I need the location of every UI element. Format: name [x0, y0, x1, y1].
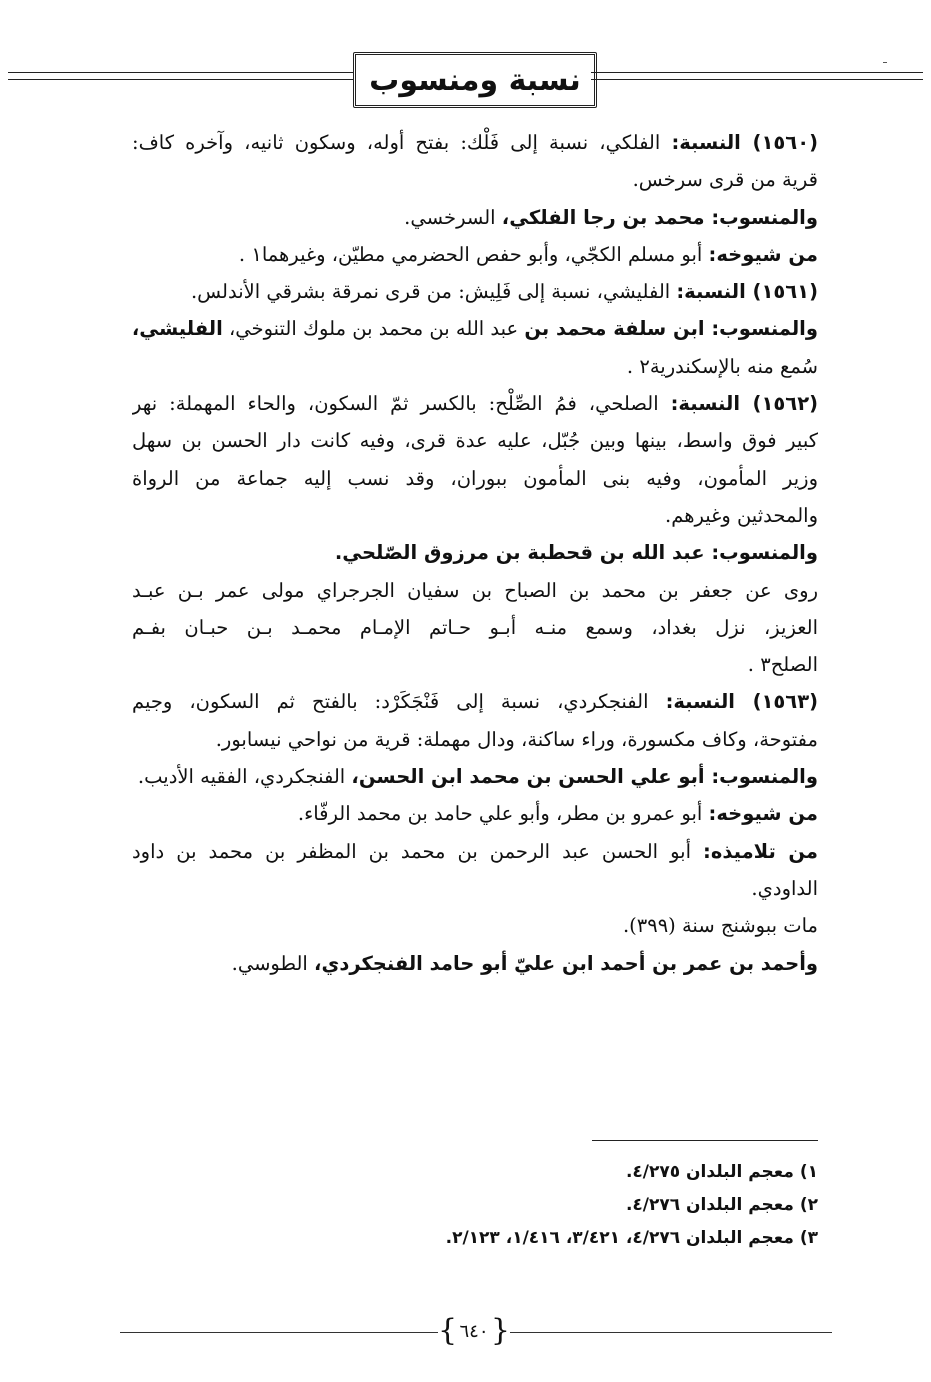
header-title-box: [353, 52, 597, 108]
footer-rule-right: [510, 1332, 832, 1333]
line-text: الفنجكردي، نسبة إلى فَنْجَكَرْد: بالفتح ثم السكون، وجيم: [132, 690, 666, 714]
bold-label: والمنسوب: أبو علي الحسن بن محمد ابن الحسن،: [351, 765, 818, 789]
line-text: العزيز، نزل بغداد، وسمع منـه أبـو حـاتم الإمـام محمـد بـن حبـان بفـم: [132, 615, 818, 639]
line-text: قرية من قرى سرخس.: [632, 168, 818, 192]
text-line: [132, 870, 818, 907]
header-rule-right-bottom: [591, 79, 923, 80]
line-text: الداودي.: [751, 876, 818, 900]
text-line: [132, 833, 818, 870]
bold-label: من شيوخه:: [708, 802, 818, 826]
text-line: [132, 124, 818, 161]
text-line: [132, 497, 818, 534]
line-text: والمحدثين وغيرهم.: [665, 503, 818, 527]
text-line: [132, 758, 818, 795]
text-line: [132, 236, 818, 273]
line-text: وزير المأمون، وفيه بنى المأمون ببوران، وقد نسب إليه جماعة من الرواة: [132, 466, 818, 490]
footnote: ١) معجم البلدان ٤/٢٧٥.: [625, 1162, 818, 1182]
line-text: مفتوحة، وكاف مكسورة، وراء ساكنة، ودال مهملة: قرية من نواحي نيسابور.: [215, 727, 818, 751]
bold-label: وأحمد بن عمر بن أحمد ابن عليّ أبو حامد الفنجكردي،: [314, 951, 818, 975]
line-text: الطوسي.: [231, 951, 315, 975]
brace-open: {: [438, 1313, 458, 1348]
line-text: سُمع منه بالإسكندرية٢ .: [626, 354, 818, 378]
line-text: أبو الحسن عبد الرحمن بن محمد بن المظفر بن محمد بن داود: [132, 839, 704, 863]
page-footer: [0, 1312, 931, 1352]
text-line: [132, 646, 818, 683]
footnotes: [300, 1156, 818, 1255]
text-line: [132, 907, 818, 944]
text-line: [132, 721, 818, 758]
text-line: [132, 310, 818, 347]
footer-rule-left: [120, 1332, 438, 1333]
bold-label: والمنسوب: ابن سلفة محمد بن: [524, 317, 818, 341]
bold-label: والمنسوب: عبد الله بن قحطبة بن مرزوق الصّلحي.: [334, 541, 818, 565]
line-text: الفنجكردي، الفقيه الأديب.: [137, 765, 352, 789]
brace-close: }: [490, 1313, 510, 1348]
header-rule-left-bottom: [8, 79, 353, 80]
text-line: [132, 273, 818, 310]
bold-label: الفليشي،: [132, 317, 223, 341]
line-text: أبو مسلم الكجّي، وأبو حفص الحضرمي مطيّن، وغيرهما١ .: [238, 242, 709, 266]
line-text: الفلكي، نسبة إلى فَلْك: بفتح أوله، وسكون ثانيه، وآخره كاف:: [132, 131, 672, 154]
bold-label: (١٥٦٢) النسبة:: [670, 392, 818, 416]
text-line: [132, 945, 818, 982]
text-line: [132, 609, 818, 646]
text-line: [132, 683, 818, 720]
line-text: السرخسي.: [404, 205, 502, 229]
bold-label: (١٥٦٠) النسبة:: [671, 131, 818, 154]
line-text: عبد الله بن محمد بن ملوك التنوخي،: [222, 317, 525, 341]
text-line: [132, 572, 818, 609]
bold-label: والمنسوب: محمد بن رجا الفلكي،: [501, 205, 818, 229]
main-text: [132, 124, 818, 982]
line-text: أبو عمرو بن مطر، وأبو علي حامد بن محمد الرفّاء.: [297, 802, 709, 826]
page-number-box: [438, 1314, 510, 1348]
text-line: [132, 161, 818, 198]
corner-mark: [883, 62, 887, 63]
text-line: [132, 199, 818, 236]
text-line: [132, 460, 818, 497]
line-text: مات ببوشنج سنة (٣٩٩).: [622, 914, 818, 938]
text-line: [132, 348, 818, 385]
line-text: الصلح٣ .: [747, 653, 818, 677]
header-rule-right-top: [591, 72, 923, 73]
text-line: [132, 534, 818, 571]
bold-label: من تلاميذه:: [703, 839, 818, 863]
footnote-separator: [592, 1140, 818, 1141]
line-text: الفليشي، نسبة إلى فَلِيش: من قرى نمرقة بشرقي الأندلس.: [190, 280, 677, 304]
bold-label: (١٥٦٣) النسبة:: [665, 690, 818, 714]
header-title: نسبة ومنسوب: [369, 62, 581, 98]
text-line: [132, 422, 818, 459]
footnote: ٣) معجم البلدان ٤/٢٧٦، ٣/٤٢١، ١/٤١٦، ٢/١٢٣.: [445, 1228, 818, 1248]
page-number: ٦٤٠: [459, 1320, 489, 1342]
line-text: كبير فوق واسط، بينها وبين جُبّل، عليه عدة قرى، وفيه كانت دار الحسن بن سهل: [132, 429, 818, 453]
footnote: ٢) معجم البلدان ٤/٢٧٦.: [625, 1195, 818, 1215]
text-line: [132, 385, 818, 422]
header-rule-left-top: [8, 72, 353, 73]
bold-label: (١٥٦١) النسبة:: [676, 280, 818, 304]
page-header: [0, 52, 931, 112]
line-text: روى عن جعفر بن محمد بن الصباح بن سفيان الجرجراي مولى عمر بـن عبـد: [132, 578, 818, 602]
text-line: [132, 795, 818, 832]
line-text: الصلحي، فمُ الصِّلْح: بالكسر ثمّ السكون، والحاء المهملة: نهر: [132, 392, 671, 416]
bold-label: من شيوخه:: [708, 242, 818, 266]
